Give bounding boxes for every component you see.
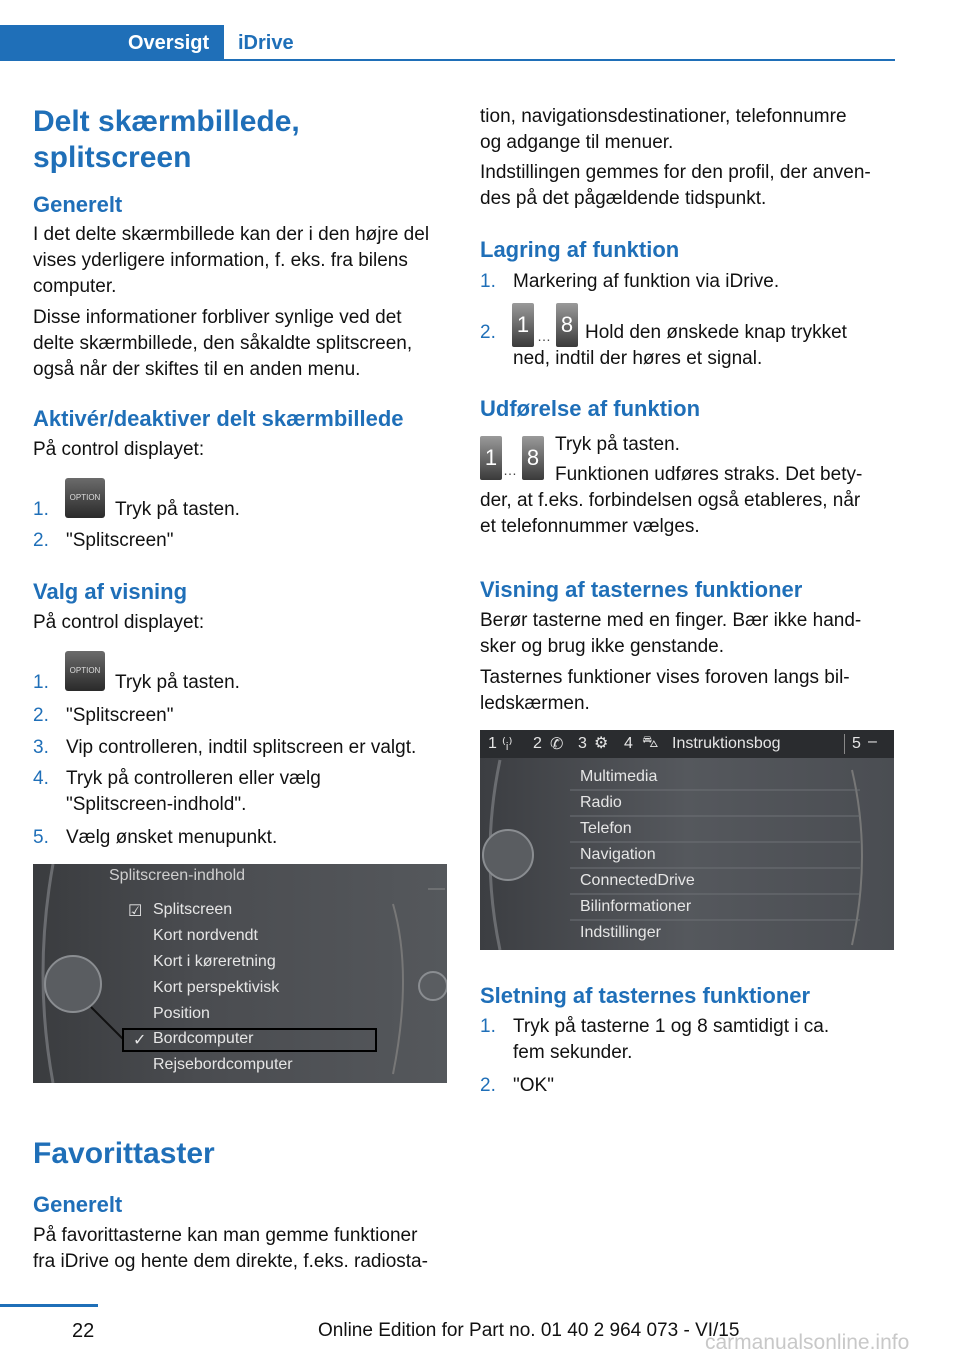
- text-line: og adgange til menuer.: [480, 132, 674, 153]
- menu-row[interactable]: Telefon: [580, 820, 632, 837]
- menu-row[interactable]: Kort nordvendt: [153, 927, 258, 944]
- title-line-1: Delt skærmbillede,: [33, 105, 300, 138]
- text-line: ledskærmen.: [480, 693, 590, 714]
- list-number: 2.: [480, 322, 496, 343]
- text-line: også når der skiftes til en anden menu.: [33, 359, 361, 380]
- heading-valg: Valg af visning: [33, 579, 188, 604]
- list-number: 1.: [480, 271, 496, 292]
- text-line: computer.: [33, 276, 117, 297]
- text-line: et telefonnummer vælges.: [480, 516, 700, 537]
- text-line: I det delte skærmbillede kan der i den højre del: [33, 224, 430, 245]
- phone-icon: ✆: [550, 736, 564, 753]
- watermark: carmanualsonline.info: [705, 1331, 910, 1354]
- fav-slot-label[interactable]: 1: [488, 735, 497, 752]
- edition-text: Online Edition for Part no. 01 40 2 964 073 - VI/15: [318, 1320, 740, 1341]
- paragraph-display: [480, 665, 850, 717]
- heading-sletning: Sletning af tasternes funktioner: [480, 983, 811, 1008]
- text-line: sker og brug ikke genstande.: [480, 636, 724, 657]
- text-line: vises yderligere information, f. eks. fra bilens: [33, 250, 408, 271]
- paragraph-general: [33, 222, 429, 300]
- splitscreen-header: Splitscreen-indhold: [109, 867, 246, 884]
- list-item-text: [513, 1014, 829, 1066]
- list-number: 1.: [33, 672, 49, 693]
- text-line: Tryk på tasten.: [555, 434, 680, 455]
- antenna-icon: ⁽ᵢ⁾: [502, 736, 513, 753]
- splitscreen-image: [33, 864, 447, 1083]
- option-key-icon: OPTION: [65, 651, 105, 691]
- list-item-text: [513, 320, 847, 372]
- favorite-key-1-icon: 1: [480, 436, 502, 480]
- list-number: 1.: [33, 499, 49, 520]
- menu-row[interactable]: ConnectedDrive: [580, 872, 695, 889]
- list-number: 2.: [480, 1075, 496, 1096]
- favorites-menu-image: [480, 730, 894, 950]
- menu-row[interactable]: Kort perspektivisk: [153, 979, 280, 996]
- text-line: Indstillingen gemmes for den profil, der anven-: [480, 162, 871, 183]
- heading-aktiver: Aktivér/deaktiver delt skærmbillede: [33, 406, 404, 431]
- text-line: delte skærmbillede, den såkaldte splitscreen,: [33, 333, 413, 354]
- list-item-text: [66, 766, 321, 818]
- ellipsis-icon: …: [503, 462, 517, 478]
- list-number: 2.: [33, 530, 49, 551]
- list-item-text: Markering af funktion via iDrive.: [513, 271, 780, 292]
- text-line: Hold den ønskede knap trykket: [585, 322, 847, 343]
- list-item-text: Tryk på tasten.: [115, 499, 240, 520]
- heading-generelt: Generelt: [33, 192, 123, 217]
- heading-favorittaster: Favorittaster: [33, 1137, 215, 1170]
- menu-row-selected[interactable]: Bordcomputer: [153, 1030, 254, 1047]
- list-number: 4.: [33, 768, 49, 789]
- list-number: 3.: [33, 737, 49, 758]
- text-line: fra iDrive og hente dem direkte, f.eks. radiosta-: [33, 1251, 428, 1272]
- list-number: 1.: [480, 1016, 496, 1037]
- text-line: ned, indtil der høres et signal.: [513, 348, 763, 369]
- list-number: 2.: [33, 705, 49, 726]
- title-line-2: splitscreen: [33, 141, 192, 174]
- list-item-text: "OK": [513, 1075, 554, 1096]
- checkmark-icon: ✓: [133, 1032, 147, 1049]
- menu-row[interactable]: Radio: [580, 794, 622, 811]
- text-line: Tryk på controlleren eller vælg: [66, 768, 321, 789]
- favorite-key-8-icon: 8: [522, 436, 544, 480]
- heading-visning: Visning af tasternes funktioner: [480, 577, 803, 602]
- list-item-text: "Splitscreen": [66, 705, 174, 726]
- text-line: des på det pågældende tidspunkt.: [480, 188, 767, 209]
- list-item-text: Vælg ønsket menupunkt.: [66, 827, 278, 848]
- ellipsis-icon: …: [537, 328, 551, 344]
- menu-row[interactable]: Rejsebordcomputer: [153, 1056, 293, 1073]
- list-item-text: "Splitscreen": [66, 530, 174, 551]
- menu-row[interactable]: Multimedia: [580, 768, 658, 785]
- text-control-2: På control displayet:: [33, 612, 205, 633]
- text-line: Funktionen udføres straks. Det bety-: [555, 464, 863, 485]
- fav-slot-label[interactable]: 3: [578, 735, 587, 752]
- option-key-icon: OPTION: [65, 478, 105, 518]
- page-number: 22: [72, 1320, 95, 1342]
- header-tabs: [0, 25, 895, 61]
- paragraph-continued: [480, 104, 847, 156]
- car-icon: ⛍: [642, 734, 659, 751]
- fav-slot-label[interactable]: 4: [624, 735, 633, 752]
- text-line: tion, navigationsdestinationer, telefonnumre: [480, 106, 847, 127]
- header-rule: [224, 59, 895, 61]
- tab-idrive[interactable]: iDrive: [238, 32, 294, 54]
- favorite-key-8-icon: 8: [556, 303, 578, 347]
- fav-slot-label[interactable]: Instruktionsbog: [672, 735, 781, 752]
- fav-slot-label[interactable]: 2: [533, 735, 542, 752]
- fav-slot-label[interactable]: 5: [852, 735, 861, 752]
- menu-row[interactable]: Position: [153, 1005, 210, 1022]
- paragraph-favorites: [33, 1223, 428, 1275]
- text-line: fem sekunder.: [513, 1042, 633, 1063]
- list-item-text: Tryk på tasten.: [115, 672, 240, 693]
- text-line: På favorittasterne kan man gemme funktioner: [33, 1225, 418, 1246]
- tab-oversigt-label: Oversigt: [128, 32, 210, 54]
- splitscreen-decor: [33, 864, 447, 1083]
- text-control-1: På control displayet:: [33, 439, 205, 460]
- footer-rule: [0, 1304, 98, 1307]
- paragraph-profile: [480, 160, 871, 212]
- menu-row[interactable]: Indstillinger: [580, 924, 661, 941]
- paragraph-info: [33, 305, 412, 383]
- heading-lagring: Lagring af funktion: [480, 237, 680, 262]
- list-item-text: Vip controlleren, indtil splitscreen er valgt.: [66, 737, 417, 758]
- minus-icon: –: [868, 733, 877, 750]
- menu-row[interactable]: Splitscreen: [153, 901, 233, 918]
- list-number: 5.: [33, 827, 49, 848]
- menu-decor: [480, 730, 894, 950]
- text-line: Tryk på tasterne 1 og 8 samtidigt i ca.: [513, 1016, 830, 1037]
- text-line: "Splitscreen-indhold".: [66, 794, 247, 815]
- menu-row[interactable]: Kort i køreretning: [153, 953, 276, 970]
- text-line: Disse informationer forbliver synlige ved det: [33, 307, 402, 328]
- text-line: der, at f.eks. forbindelsen også etableres, når: [480, 490, 861, 511]
- menu-row[interactable]: Bilinformationer: [580, 898, 692, 915]
- heading-generelt-2: Generelt: [33, 1192, 123, 1217]
- check-icon: ☑: [128, 903, 143, 920]
- section-title: [33, 104, 300, 176]
- heading-udforelse: Udførelse af funktion: [480, 396, 701, 421]
- text-line: Tasternes funktioner vises foroven langs bil-: [480, 667, 850, 688]
- menu-row[interactable]: Navigation: [580, 846, 656, 863]
- tab-oversigt[interactable]: [0, 25, 224, 61]
- gear-icon: ⚙: [594, 735, 609, 752]
- paragraph-touch: [480, 608, 861, 660]
- favorite-key-1-icon: 1: [512, 303, 534, 347]
- text-line: Berør tasterne med en finger. Bær ikke hand-: [480, 610, 862, 631]
